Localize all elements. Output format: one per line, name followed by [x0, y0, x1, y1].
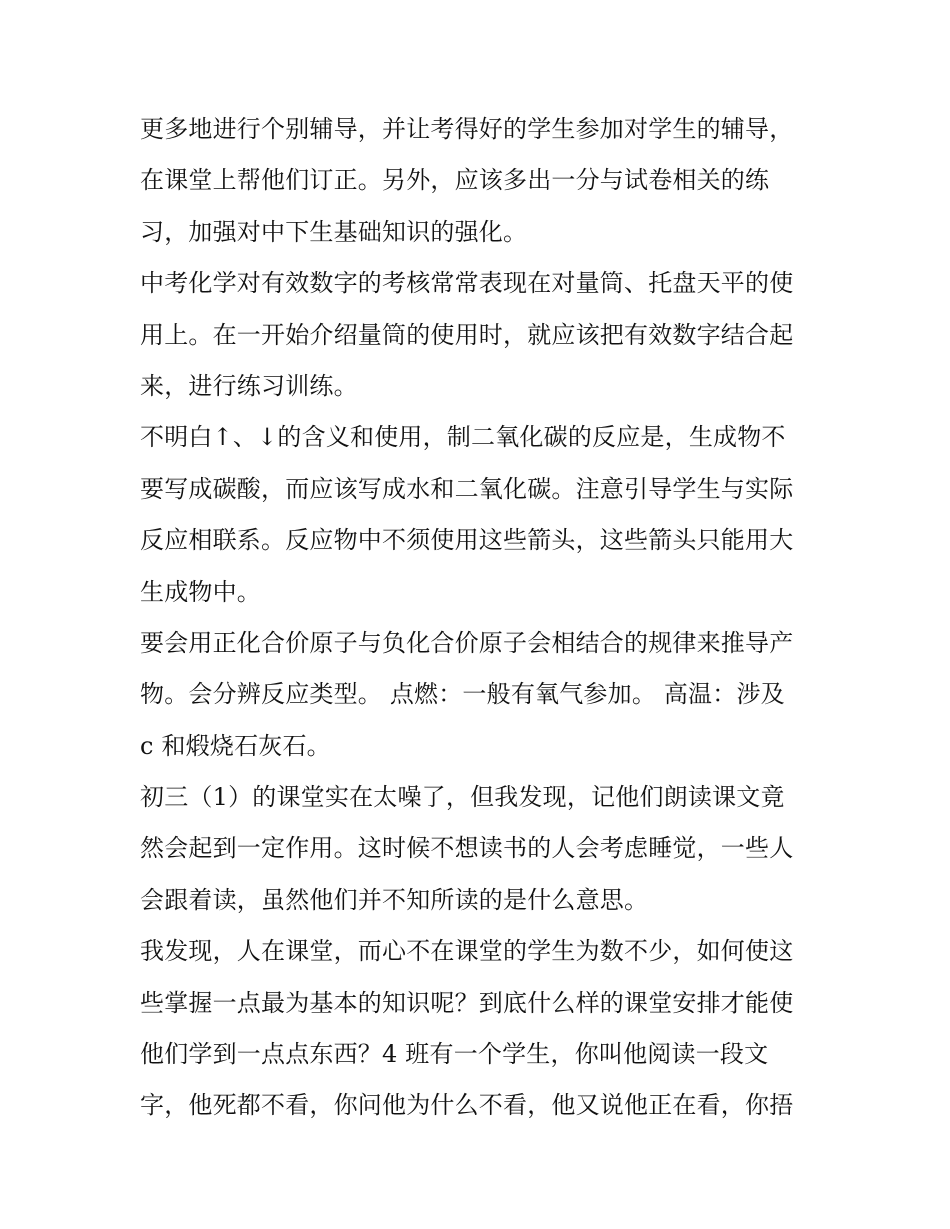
text-line: 来，进行练习训练。: [140, 371, 358, 400]
text-line: 要会用正化合价原子与负化合价原子会相结合的规律来推导产: [140, 628, 794, 657]
text-line: 用上。在一开始介绍量筒的使用时，就应该把有效数字结合起: [140, 320, 794, 349]
text-line: 在课堂上帮他们订正。另外，应该多出一分与试卷相关的练: [140, 166, 770, 195]
text-line: 我发现，人在课堂，而心不在课堂的学生为数不少，如何使这: [140, 937, 794, 966]
text-line: 字，他死都不看，你问他为什么不看，他又说他正在看，你捂: [140, 1091, 794, 1120]
text-line: 习，加强对中下生基础知识的强化。: [140, 217, 528, 246]
text-line: 些掌握一点最为基本的知识呢？到底什么样的课堂安排才能使: [140, 988, 794, 1017]
text-line: 然会起到一定作用。这时候不想读书的人会考虑睡觉，一些人: [140, 834, 794, 863]
text-line: 中考化学对有效数字的考核常常表现在对量筒、托盘天平的使: [140, 269, 794, 298]
text-line: 反应相联系。反应物中不须使用这些箭头，这些箭头只能用大: [140, 526, 794, 555]
text-line: 不明白↑、↓的含义和使用，制二氧化碳的反应是，生成物不: [140, 423, 786, 452]
text-line: 物。会分辨反应类型。 点燃：一般有氧气参加。 高温：涉及: [140, 680, 785, 709]
text-line: 会跟着读，虽然他们并不知所读的是什么意思。: [140, 885, 649, 914]
text-line: 更多地进行个别辅导，并让考得好的学生参加对学生的辅导，: [140, 115, 794, 143]
document-body: [140, 104, 820, 1132]
text-line: 要写成碳酸，而应该写成水和二氧化碳。注意引导学生与实际: [140, 474, 794, 503]
text-line: 生成物中。: [140, 577, 261, 606]
text-line: c 和煅烧石灰石。: [140, 731, 331, 760]
text-line: 他们学到一点点东西？4 班有一个学生，你叫他阅读一段文: [140, 1040, 769, 1069]
text-line: 初三（1）的课堂实在太噪了，但我发现，记他们朗读课文竟: [140, 783, 785, 812]
